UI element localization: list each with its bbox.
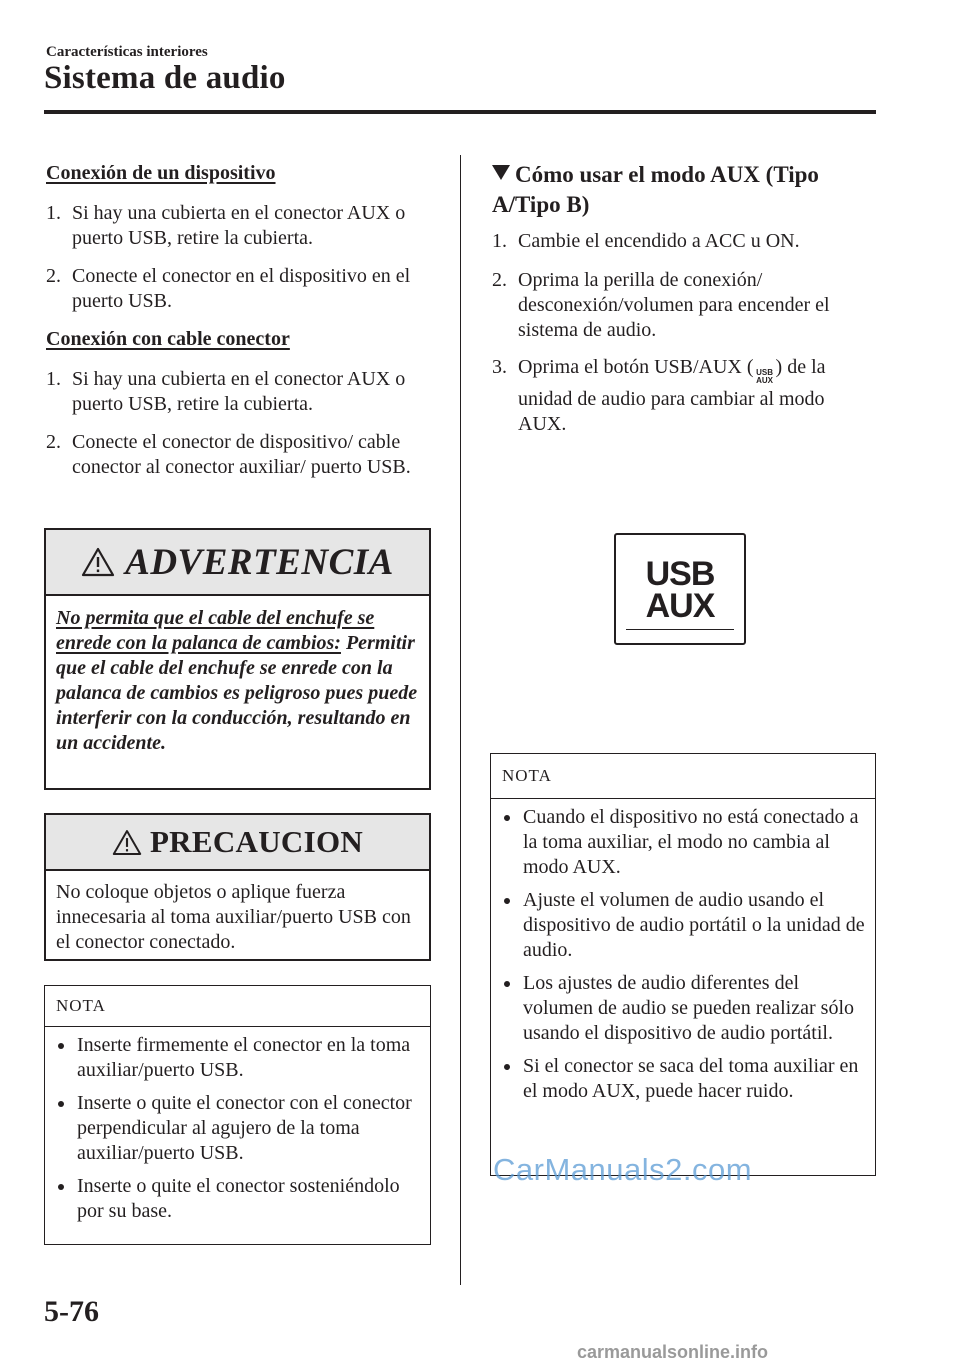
caution-label: PRECAUCION [149, 824, 364, 859]
warning-triangle-icon [112, 829, 142, 856]
step-text: Si hay una cubierta en el conector AUX o puerto USB, retire la cubierta. [72, 368, 406, 415]
note-item-text: Inserte o quite el conector con el conector perpendicular al agujero de la toma auxiliar/puerto USB. [77, 1092, 412, 1164]
section-heading-text: Cómo usar el modo AUX (Tipo A/Tipo B) [492, 162, 819, 217]
step-text [518, 355, 872, 437]
warning-triangle-icon [81, 547, 115, 577]
warning-header [46, 530, 429, 596]
step-text: Si hay una cubierta en el conector AUX o puerto USB, retire la cubierta. [72, 202, 406, 249]
step-number: 3. [492, 356, 507, 378]
usb-aux-button-illustration [614, 533, 746, 645]
page-title: Sistema de audio [44, 60, 286, 96]
step-number: 2. [46, 431, 61, 453]
header-rule [44, 110, 876, 114]
note-item [45, 1033, 422, 1083]
note-item [491, 1054, 867, 1104]
step-number: 2. [492, 269, 507, 291]
step-item [492, 268, 872, 343]
bullet-dot-icon [504, 981, 510, 987]
step-text: Oprima la perilla de conexión/ desconexión/volumen para encender el sistema de audio. [518, 269, 830, 341]
down-triangle-icon [492, 165, 510, 180]
subheading-device-connection: Conexión de un dispositivo [46, 162, 276, 184]
step-text: Conecte el conector en el dispositivo en el puerto USB. [72, 265, 411, 312]
step-text: Conecte el conector de dispositivo/ cable conector al conector auxiliar/ puerto USB. [72, 431, 411, 478]
step-item [46, 430, 412, 480]
note-item [491, 888, 867, 963]
note-list [491, 799, 875, 1104]
note-box [490, 753, 876, 1176]
step-text-after: ) de la unidad de audio para cambiar al modo AUX. [518, 356, 826, 435]
bullet-dot-icon [58, 1184, 64, 1190]
step-item [492, 229, 872, 254]
usb-aux-inline-line2: AUX [756, 376, 773, 385]
bullet-dot-icon [504, 1064, 510, 1070]
note-list [45, 1027, 430, 1224]
step-text-before: Oprima el botón USB/AUX ( [518, 356, 754, 378]
note-item [45, 1174, 422, 1224]
warning-box [44, 528, 431, 790]
warning-text: Permitir que el cable del enchufe se enrede con la palanca de cambios es peligroso pues puede interferir con la conducción, resultando en un accidente. [56, 632, 418, 754]
note-item [45, 1091, 422, 1166]
step-number: 1. [46, 202, 61, 224]
step-item [46, 264, 436, 314]
step-item [46, 367, 436, 417]
step-number: 1. [46, 368, 61, 390]
step-item [46, 201, 436, 251]
note-item-text: Si el conector se saca del toma auxiliar en el modo AUX, puede hacer ruido. [523, 1055, 859, 1102]
usb-aux-inline-line1: USB [756, 368, 773, 377]
caution-header [46, 815, 429, 871]
column-divider [460, 155, 461, 1285]
step-number: 2. [46, 265, 61, 287]
warning-body [46, 596, 429, 766]
subheading-cable-connection: Conexión con cable conector [46, 328, 290, 350]
caution-text: No coloque objetos o aplique fuerza innecesaria al toma auxiliar/puerto USB con el conector conectado. [56, 881, 411, 953]
button-underline [626, 629, 734, 630]
note-item-text: Cuando el dispositivo no está conectado a la toma auxiliar, el modo no cambia al modo AUX. [523, 806, 859, 878]
step-number: 1. [492, 230, 507, 252]
site-watermark[interactable]: carmanualsonline.info [577, 1342, 769, 1362]
note-item [491, 971, 867, 1046]
aux-label: AUX [645, 587, 715, 625]
note-box [44, 985, 431, 1245]
warning-label: ADVERTENCIA [125, 541, 394, 583]
bullet-dot-icon [58, 1043, 64, 1049]
caution-box [44, 813, 431, 961]
usb-aux-inline-icon [754, 367, 776, 387]
bullet-dot-icon [504, 898, 510, 904]
note-item-text: Inserte firmemente el conector en la toma auxiliar/puerto USB. [77, 1034, 411, 1081]
note-label: NOTA [45, 986, 430, 1027]
page-number: 5-76 [44, 1295, 99, 1328]
section-heading [492, 160, 872, 220]
bullet-dot-icon [58, 1101, 64, 1107]
watermark-logo: CarManuals2.com [493, 1152, 753, 1187]
step-item [492, 355, 872, 437]
warning-underlined-text: No permita que el cable del enchufe se enrede con la palanca de cambios: [56, 607, 375, 654]
note-item [491, 805, 867, 880]
bullet-dot-icon [504, 815, 510, 821]
note-item-text: Inserte o quite el conector sosteniéndolo por su base. [77, 1175, 400, 1222]
usb-label: USB [645, 555, 715, 593]
note-item-text: Los ajustes de audio diferentes del volumen de audio se pueden realizar sólo usando el dispositivo de audio portátil. [523, 972, 854, 1044]
section-label: Características interiores [46, 44, 208, 60]
note-label: NOTA [491, 754, 875, 799]
step-text: Cambie el encendido a ACC u ON. [518, 230, 800, 252]
note-item-text: Ajuste el volumen de audio usando el dispositivo de audio portátil o la unidad de audio. [523, 889, 865, 961]
